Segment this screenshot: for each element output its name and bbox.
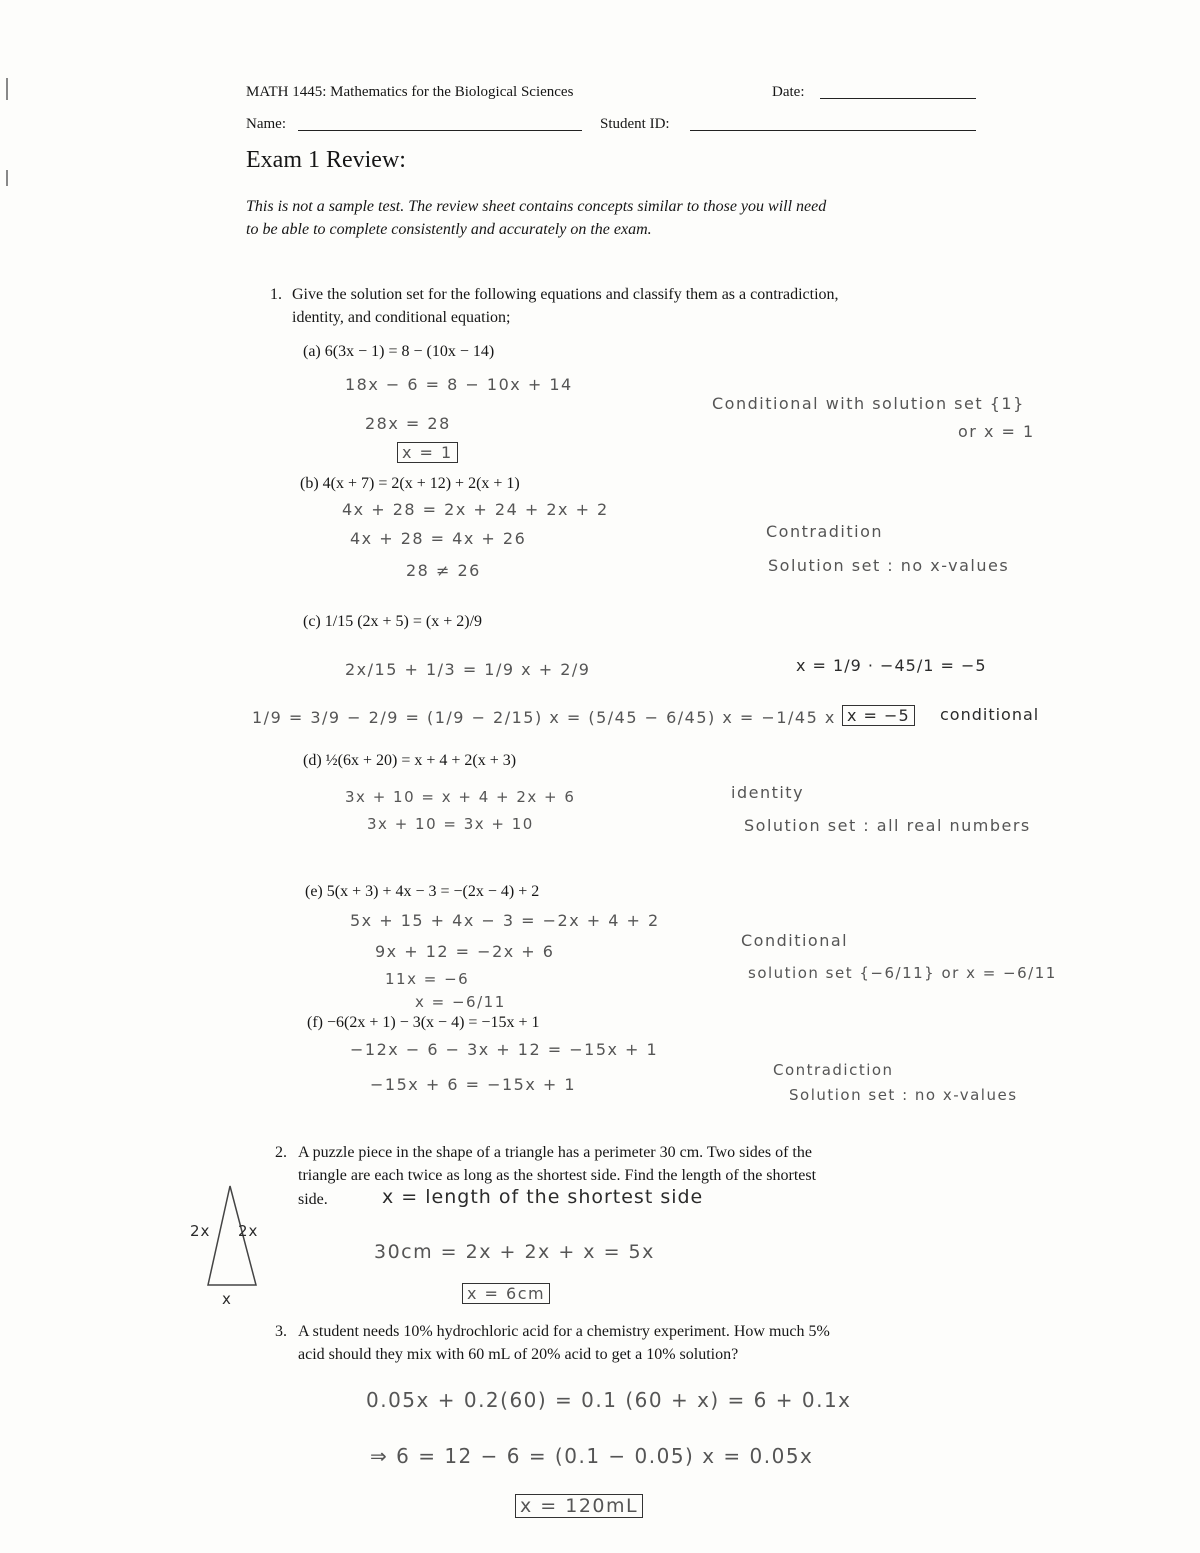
q1d-work-2: 3x + 10 = 3x + 10 [367,815,534,833]
q2-text-3: side. [298,1191,328,1208]
name-label: Name: [246,116,286,132]
q1e-work-2: 9x + 12 = −2x + 6 [375,942,555,961]
q1b-work-1: 4x + 28 = 2x + 24 + 2x + 2 [342,500,609,519]
q1d-classification: identity [731,783,805,802]
q1b-solution-set: Solution set : no x-values [768,556,1010,575]
q1b-equation: (b) 4(x + 7) = 2(x + 12) + 2(x + 1) [300,475,520,492]
q2-answer-box: x = 6cm [462,1283,550,1304]
scan-mark [6,170,8,186]
q1b-work-3: 28 ≠ 26 [406,561,481,580]
q1f-work-2: −15x + 6 = −15x + 1 [370,1075,577,1094]
q1b-classification: Contradition [766,522,884,541]
triangle-base-label: x [222,1290,232,1308]
name-line [298,130,582,131]
date-line [820,98,976,99]
q1a-equation: (a) 6(3x − 1) = 8 − (10x − 14) [303,343,495,360]
q1f-classification: Contradiction [773,1061,894,1079]
q3-answer-box: x = 120mL [515,1494,643,1518]
q1a-work-2: 28x = 28 [365,414,451,433]
q1d-equation: (d) ½(6x + 20) = x + 4 + 2(x + 3) [303,752,517,769]
q1f-work-1: −12x − 6 − 3x + 12 = −15x + 1 [350,1040,659,1059]
q1d-work-1: 3x + 10 = x + 4 + 2x + 6 [345,788,576,806]
triangle-sketch [190,1180,280,1310]
q2-text-2: triangle are each twice as long as the shortest side. Find the length of the shortest [298,1167,817,1184]
scan-mark [6,78,8,100]
q1a-work-1: 18x − 6 = 8 − 10x + 14 [345,375,573,394]
q2-work-2: 30cm = 2x + 2x + x = 5x [374,1241,655,1263]
q1a-answer-box: x = 1 [397,442,458,463]
intro-line-2: to be able to complete consistently and accurately on the exam. [246,221,652,238]
q3-text-2: acid should they mix with 60 mL of 20% acid to get a 10% solution? [298,1346,739,1363]
triangle-left-label: 2x [190,1222,211,1240]
q3-work-1: 0.05x + 0.2(60) = 0.1 (60 + x) = 6 + 0.1x [366,1388,852,1412]
page-title: Exam 1 Review: [246,147,406,173]
q3-text-1: A student needs 10% hydrochloric acid for a chemistry experiment. How much 5% [298,1323,830,1340]
q1e-work-1: 5x + 15 + 4x − 3 = −2x + 4 + 2 [350,911,660,930]
q2-text-1: A puzzle piece in the shape of a triangle has a perimeter 30 cm. Two sides of the [298,1144,812,1161]
q1c-answer-box: x = −5 [842,705,915,726]
q1-number: 1. [270,286,282,303]
q1-text-2: identity, and conditional equation; [292,309,511,326]
q1c-work-1: 2x/15 + 1/3 = 1/9 x + 2/9 [345,660,591,679]
q1f-equation: (f) −6(2x + 1) − 3(x − 4) = −15x + 1 [307,1014,540,1031]
triangle-right-label: 2x [238,1222,259,1240]
q1f-solution-set: Solution set : no x-values [789,1086,1018,1104]
course-title: MATH 1445: Mathematics for the Biological Sciences [246,84,574,100]
q1-text-1: Give the solution set for the following equations and classify them as a contradiction, [292,286,839,303]
q1a-classification-2: or x = 1 [958,422,1035,441]
q1e-solution-set: solution set {−6/11} or x = −6/11 [748,964,1057,982]
date-label: Date: [772,84,805,100]
q1e-classification: Conditional [741,931,849,950]
q2-work-1: x = length of the shortest side [382,1186,704,1208]
student-id-label: Student ID: [600,116,670,132]
q1b-work-2: 4x + 28 = 4x + 26 [350,529,527,548]
q1c-classification: conditional [940,705,1040,724]
q1d-solution-set: Solution set : all real numbers [744,816,1031,835]
q2-number: 2. [275,1144,287,1161]
q3-work-2: ⇒ 6 = 12 − 6 = (0.1 − 0.05) x = 0.05x [370,1444,814,1468]
q1e-work-4: x = −6/11 [415,993,506,1011]
q1a-classification: Conditional with solution set {1} [712,394,1025,413]
q1c-work-2: 1/9 = 3/9 − 2/9 = (1/9 − 2/15) x = (5/45 − 6/45) x = −1/45 x [252,708,836,727]
intro-line-1: This is not a sample test. The review sheet contains concepts similar to those you will need [246,198,827,215]
q3-number: 3. [275,1323,287,1340]
q1e-work-3: 11x = −6 [385,970,470,988]
q1c-equation: (c) 1/15 (2x + 5) = (x + 2)/9 [303,613,483,630]
q1e-equation: (e) 5(x + 3) + 4x − 3 = −(2x − 4) + 2 [305,883,540,900]
student-id-line [690,130,976,131]
q1c-solution: x = 1/9 · −45/1 = −5 [796,656,987,675]
